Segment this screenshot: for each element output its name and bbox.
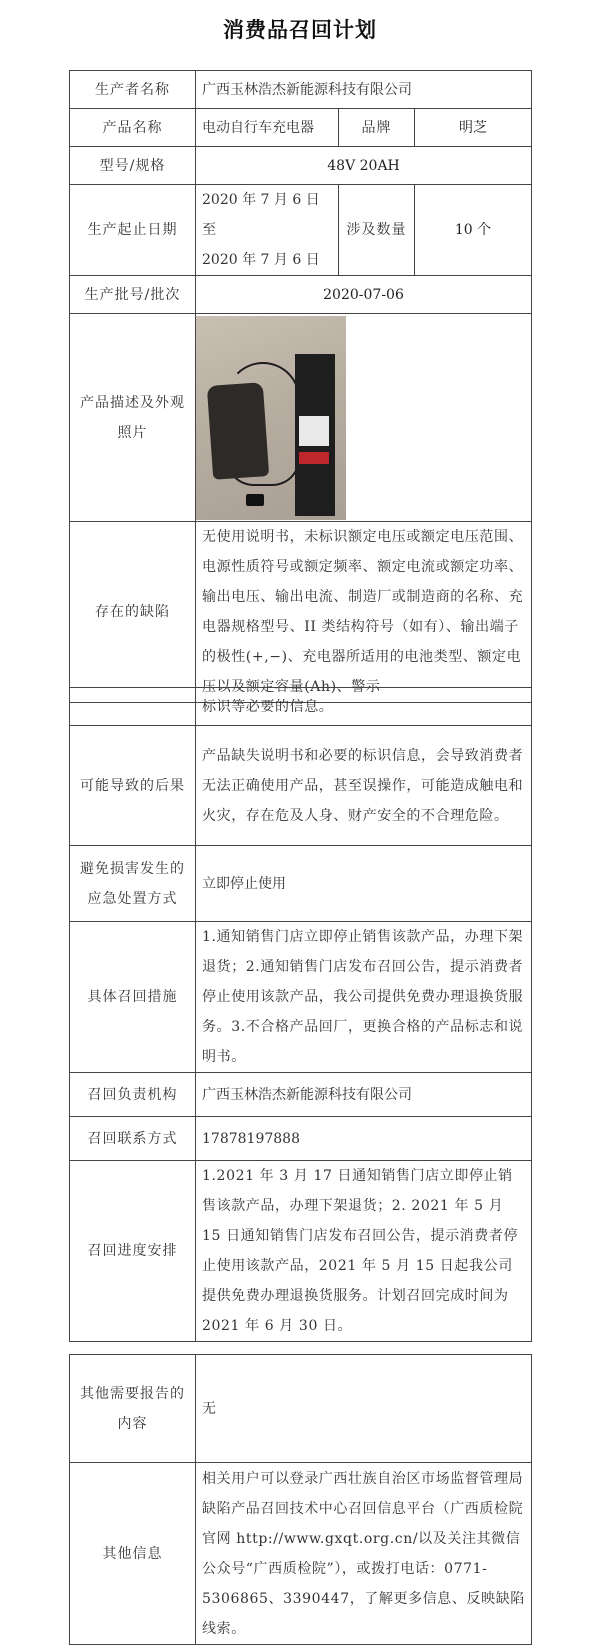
org-value: 广西玉林浩杰新能源科技有限公司 bbox=[196, 1073, 532, 1117]
quantity-label: 涉及数量 bbox=[339, 185, 415, 276]
product-photo bbox=[196, 316, 346, 520]
box-sticker bbox=[299, 416, 329, 446]
batch-value: 2020-07-06 bbox=[196, 276, 532, 314]
product-value: 电动自行车充电器 bbox=[196, 109, 339, 147]
consequence-text: 产品缺失说明书和必要的标识信息，会导致消费者无法正确使用产品，甚至误操作，可能造成触电和火灾，存在危及人身、财产安全的不合理危险。 bbox=[196, 726, 532, 846]
defect-cont-label bbox=[70, 688, 196, 726]
date-range bbox=[196, 185, 339, 276]
photo-cell bbox=[196, 314, 532, 522]
schedule-text: 1.2021 年 3 月 17 日通知销售门店立即停止销售该款产品，办理下架退货；2. 2021 年 5 月 15 日通知销售门店发布召回公告，提示消费者停止使用该款产品，2021 年 5 月 15 日起我公司提供免费办理退换货服务。计划召回完成时间为 2021 年 6 月 30 日。 bbox=[196, 1161, 532, 1342]
contact-label: 召回联系方式 bbox=[70, 1117, 196, 1161]
charger-adapter bbox=[207, 382, 269, 480]
recall-table-part2 bbox=[69, 687, 532, 1342]
recall-table-part1 bbox=[69, 70, 532, 703]
measures-label: 具体召回措施 bbox=[70, 922, 196, 1073]
emergency-text: 立即停止使用 bbox=[196, 846, 532, 922]
recall-table-part3 bbox=[69, 1354, 532, 1645]
manufacturer-value: 广西玉林浩杰新能源科技有限公司 bbox=[196, 71, 532, 109]
defect-text: 无使用说明书，未标识额定电压或额定电压范围、电源性质符号或额定频率、额定电流或额定功率、输出电压、输出电流、制造厂或制造商的名称、充电器规格型号、II 类结构符号（如有）、输出端子的极性(+,−)、充电器所适用的电池类型、额定电压以及额定容量(Ah)、警示 bbox=[196, 522, 532, 703]
box-red-label bbox=[299, 452, 329, 464]
consequence-label: 可能导致的后果 bbox=[70, 726, 196, 846]
quantity-value: 10 个 bbox=[415, 185, 532, 276]
date-start: 2020 年 7 月 6 日至 bbox=[202, 192, 320, 238]
model-label: 型号/规格 bbox=[70, 147, 196, 185]
photo-label: 产品描述及外观照片 bbox=[70, 314, 196, 522]
batch-label: 生产批号/批次 bbox=[70, 276, 196, 314]
date-label: 生产起止日期 bbox=[70, 185, 196, 276]
contact-value: 17878197888 bbox=[196, 1117, 532, 1161]
other-report-value: 无 bbox=[196, 1355, 532, 1463]
org-label: 召回负责机构 bbox=[70, 1073, 196, 1117]
brand-label: 品牌 bbox=[339, 109, 415, 147]
measures-text: 1.通知销售门店立即停止销售该款产品，办理下架退货；2.通知销售门店发布召回公告，提示消费者停止使用该款产品，我公司提供免费办理退换货服务。3.不合格产品回厂，更换合格的产品标志和说明书。 bbox=[196, 922, 532, 1073]
emergency-label: 避免损害发生的应急处置方式 bbox=[70, 846, 196, 922]
product-label: 产品名称 bbox=[70, 109, 196, 147]
other-report-label: 其他需要报告的内容 bbox=[70, 1355, 196, 1463]
manufacturer-label: 生产者名称 bbox=[70, 71, 196, 109]
other-info-text: 相关用户可以登录广西壮族自治区市场监督管理局缺陷产品召回技术中心召回信息平台（广西质检院官网 http://www.gxqt.org.cn/以及关注其微信公众号“广西质检院”），或拨打电话：0771-5306865、3390447，了解更多信息、反映缺陷线索。 bbox=[196, 1463, 532, 1645]
page-title: 消费品召回计划 bbox=[223, 18, 377, 42]
plug-shape bbox=[246, 494, 264, 506]
schedule-label: 召回进度安排 bbox=[70, 1161, 196, 1342]
brand-value: 明芝 bbox=[415, 109, 532, 147]
defect-label: 存在的缺陷 bbox=[70, 522, 196, 703]
model-value: 48V 20AH bbox=[196, 147, 532, 185]
defect-text-cont: 标识等必要的信息。 bbox=[196, 688, 532, 726]
other-info-label: 其他信息 bbox=[70, 1463, 196, 1645]
date-end: 2020 年 7 月 6 日 bbox=[202, 252, 320, 268]
